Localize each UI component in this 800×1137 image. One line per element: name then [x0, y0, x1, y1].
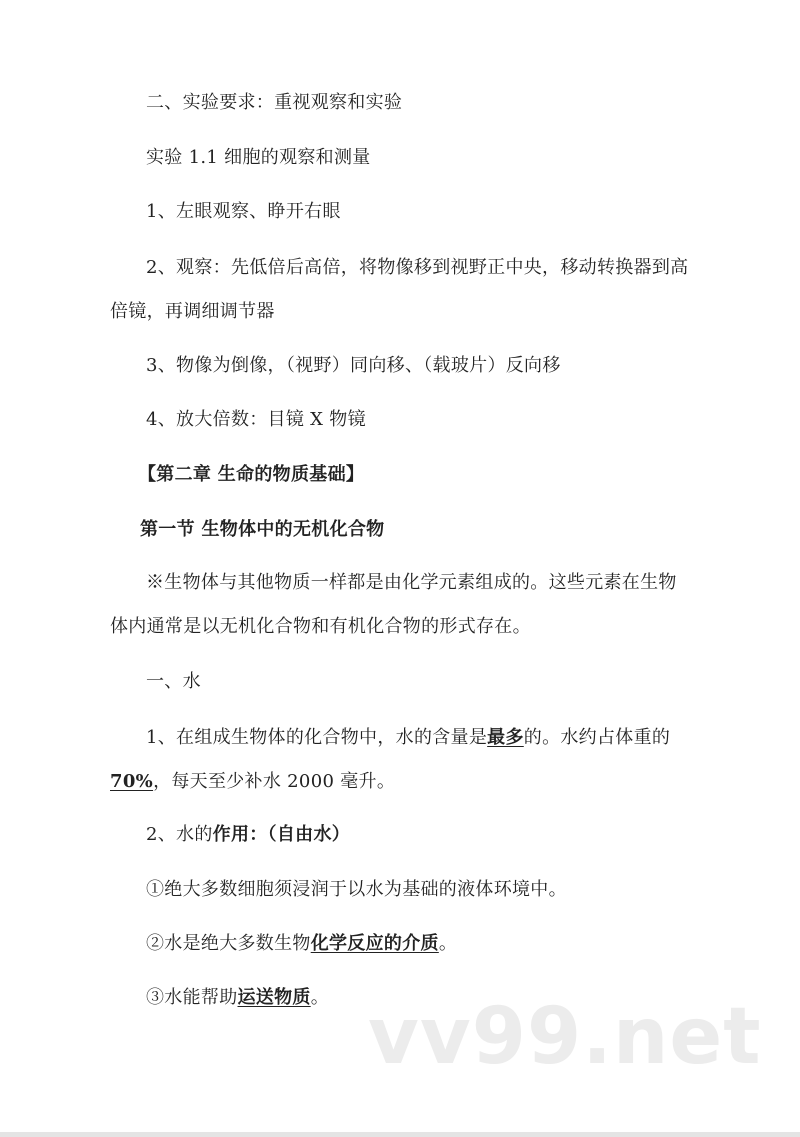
paragraph-function-1: ①绝大多数细胞须浸润于以水为基础的液体环境中。	[146, 879, 567, 900]
text: 的。水约占体重的	[523, 727, 671, 748]
emphasis-medium: 化学反应的介质	[310, 933, 439, 954]
paragraph-water-heading: 一、水	[146, 671, 201, 692]
paragraph-intro: ※生物体与其他物质一样都是由化学元素组成的。这些元素在生物体内通常是以无机化合物和有机化合物的形式存在。	[110, 572, 677, 637]
paragraph-experiment-title: 实验 1.1 细胞的观察和测量	[146, 147, 371, 168]
emphasis-percent: 70%	[110, 771, 154, 792]
text: ，每天至少补水 2000 毫升。	[153, 771, 396, 792]
text: 1、在组成生物体的化合物中，水的含量是	[146, 727, 488, 748]
paragraph-water-function	[146, 813, 728, 857]
watermark: vv99.net	[368, 992, 762, 1082]
paragraph-function-2	[146, 922, 728, 966]
page-bottom-border	[0, 1132, 800, 1137]
emphasis-function: 作用：（自由水）	[212, 824, 351, 845]
text: 2、水的	[146, 824, 213, 845]
emphasis-most: 最多	[487, 727, 524, 748]
chapter-heading: 【第二章 生命的物质基础】	[138, 464, 365, 485]
text: ③水能帮助	[146, 987, 238, 1008]
paragraph-item-1: 1、左眼观察、睁开右眼	[146, 201, 341, 222]
paragraph-item-2: 2、观察：先低倍后高倍，将物像移到视野正中央，移动转换器到高倍镜，再调细调节器	[110, 257, 689, 322]
emphasis-transport: 运送物质	[237, 987, 311, 1008]
text: 。	[438, 933, 458, 954]
paragraph-water-content	[110, 716, 692, 804]
paragraph-item-3: 3、物像为倒像，（视野）同向移、（载玻片）反向移	[146, 355, 561, 376]
paragraph-item-4: 4、放大倍数：目镜 X 物镜	[146, 409, 366, 430]
text: ②水是绝大多数生物	[146, 933, 311, 954]
text: 。	[310, 987, 330, 1008]
paragraph-experiment-requirement: 二、实验要求：重视观察和实验	[146, 92, 403, 113]
section-heading: 第一节 生物体中的无机化合物	[140, 519, 385, 540]
